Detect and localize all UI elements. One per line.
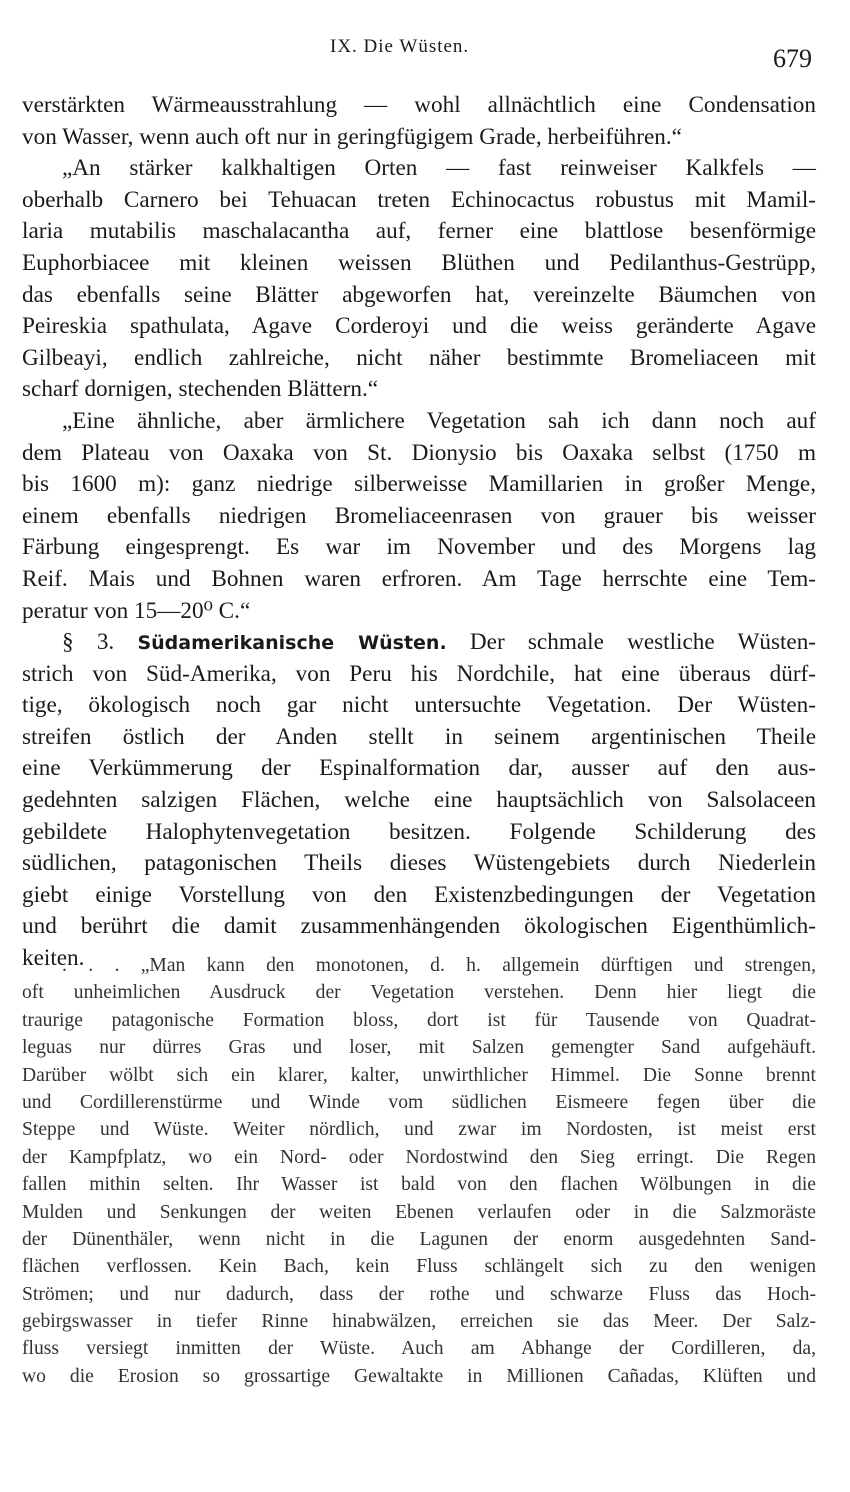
text-line: oberhalb Carnero bei Tehuacan treten Echinocactus robustus mit Mamil- bbox=[22, 186, 816, 213]
text-line: Färbung eingesprengt. Es war im November und des Morgens lag bbox=[22, 534, 816, 561]
text-line: einem ebenfalls niedrigen Bromeliaceenrasen von grauer bis weisser bbox=[22, 502, 816, 529]
text-line: das ebenfalls seine Blätter abgeworfen hat, vereinzelte Bäumchen von bbox=[22, 281, 816, 308]
page-number: 679 bbox=[773, 44, 812, 73]
text-line: gebildete Halophytenvegetation besitzen. Folgende Schilderung des bbox=[22, 818, 816, 845]
quote-line: Darüber wölbt sich ein klarer, kalter, unwirthlicher Himmel. Die Sonne brennt bbox=[22, 1064, 816, 1086]
quote-line: der Dünenthäler, wenn nicht in die Lagunen der enorm ausgedehnten Sand- bbox=[22, 1228, 816, 1250]
quotation-block bbox=[22, 952, 816, 1390]
text-line: laria mutabilis maschalacantha auf, ferner eine blattlose besenförmige bbox=[22, 218, 816, 245]
text-line: Peireskia spathulata, Agave Corderoyi und die weiss geränderte Agave bbox=[22, 313, 816, 340]
text-line: „An stärker kalkhaltigen Orten — fast reinweiser Kalkfels — bbox=[62, 155, 816, 182]
quote-line: traurige patagonische Formation bloss, dort ist für Tausende von Quadrat- bbox=[22, 1009, 816, 1031]
quote-line: fallen mithin selten. Ihr Wasser ist bald von den flachen Wölbungen in die bbox=[22, 1174, 816, 1196]
text-line: Reif. Mais und Bohnen waren erfroren. Am Tage herrschte eine Tem- bbox=[22, 565, 816, 592]
quote-line: Mulden und Senkungen der weiten Ebenen verlaufen oder in die Salzmoräste bbox=[22, 1201, 816, 1223]
text-line: eine Verkümmerung der Espinalformation dar, ausser auf den aus- bbox=[22, 755, 816, 782]
quote-line: oft unheimlichen Ausdruck der Vegetation verstehen. Denn hier liegt die bbox=[22, 982, 816, 1004]
text-line: bis 1600 m): ganz niedrige silberweisse Mamillarien in großer Menge, bbox=[22, 471, 816, 498]
text-line: giebt einige Vorstellung von den Existenzbedingungen der Vegetation bbox=[22, 881, 816, 908]
text-line: peratur von 15—20⁰ C.“ bbox=[22, 597, 251, 624]
quote-line: Strömen; und nur dadurch, dass der rothe und schwarze Fluss das Hoch- bbox=[22, 1283, 816, 1305]
text-line: von Wasser, wenn auch oft nur in geringfügigem Grade, herbeiführen.“ bbox=[22, 123, 682, 150]
text-line: scharf dornigen, stechenden Blättern.“ bbox=[22, 376, 379, 403]
main-text bbox=[22, 90, 816, 975]
section-heading-line bbox=[22, 627, 816, 659]
text-line: „Eine ähnliche, aber ärmlichere Vegetation sah ich dann noch auf bbox=[62, 407, 816, 434]
text-line: keiten. bbox=[22, 945, 85, 972]
quote-line: gebirgswasser in tiefer Rinne hinabwälzen, erreichen sie das Meer. Der Salz- bbox=[22, 1311, 816, 1333]
text-line: strich von Süd-Amerika, von Peru his Nordchile, hat eine überaus dürf- bbox=[22, 660, 816, 687]
quote-line: wo die Erosion so grossartige Gewaltakte in Millionen Cañadas, Klüften und bbox=[22, 1365, 816, 1387]
text-line: südlichen, patagonischen Theils dieses Wüstengebiets durch Niederlein bbox=[22, 850, 816, 877]
quote-line: . . . „Man kann den monotonen, d. h. allgemein dürftigen und strengen, bbox=[62, 955, 816, 976]
text-line: dem Plateau von Oaxaka von St. Dionysio bis Oaxaka selbst (1750 m bbox=[22, 439, 816, 466]
quote-line: und Cordillerenstürme und Winde vom südlichen Eismeere fegen über die bbox=[22, 1091, 816, 1113]
quote-line: flächen verflossen. Kein Bach, kein Fluss schlängelt sich zu den wenigen bbox=[22, 1256, 816, 1278]
section-first-line: Der schmale westliche Wüsten- bbox=[469, 629, 817, 656]
section-heading: Südamerikanische Wüsten. bbox=[137, 632, 447, 655]
text-line: verstärkten Wärmeausstrahlung — wohl allnächtlich eine Condensation bbox=[22, 92, 816, 118]
quote-line: der Kampfplatz, wo ein Nord- oder Nordostwind den Sieg erringt. Die Regen bbox=[22, 1146, 816, 1168]
section-number: § 3. bbox=[62, 629, 115, 656]
quote-line: Steppe und Wüste. Weiter nördlich, und zwar im Nordosten, ist meist erst bbox=[22, 1119, 816, 1141]
text-line: Euphorbiacee mit kleinen weissen Blüthen und Pedilanthus-Gestrüpp, bbox=[22, 249, 816, 276]
quote-line: fluss versiegt inmitten der Wüste. Auch am Abhange der Cordilleren, da, bbox=[22, 1338, 816, 1360]
running-head: IX. Die Wüsten. bbox=[330, 36, 470, 57]
quote-line: leguas nur dürres Gras und loser, mit Salzen gemengter Sand aufgehäuft. bbox=[22, 1037, 816, 1059]
text-line: und berührt die damit zusammenhängenden ökologischen Eigenthümlich- bbox=[22, 913, 816, 940]
text-line: streifen östlich der Anden stellt in seinem argentinischen Theile bbox=[22, 723, 816, 750]
text-line: tige, ökologisch noch gar nicht untersuchte Vegetation. Der Wüsten- bbox=[22, 692, 816, 719]
text-line: Gilbeayi, endlich zahlreiche, nicht näher bestimmte Bromeliaceen mit bbox=[22, 344, 816, 371]
text-line: gedehnten salzigen Flächen, welche eine hauptsächlich von Salsolaceen bbox=[22, 787, 816, 814]
